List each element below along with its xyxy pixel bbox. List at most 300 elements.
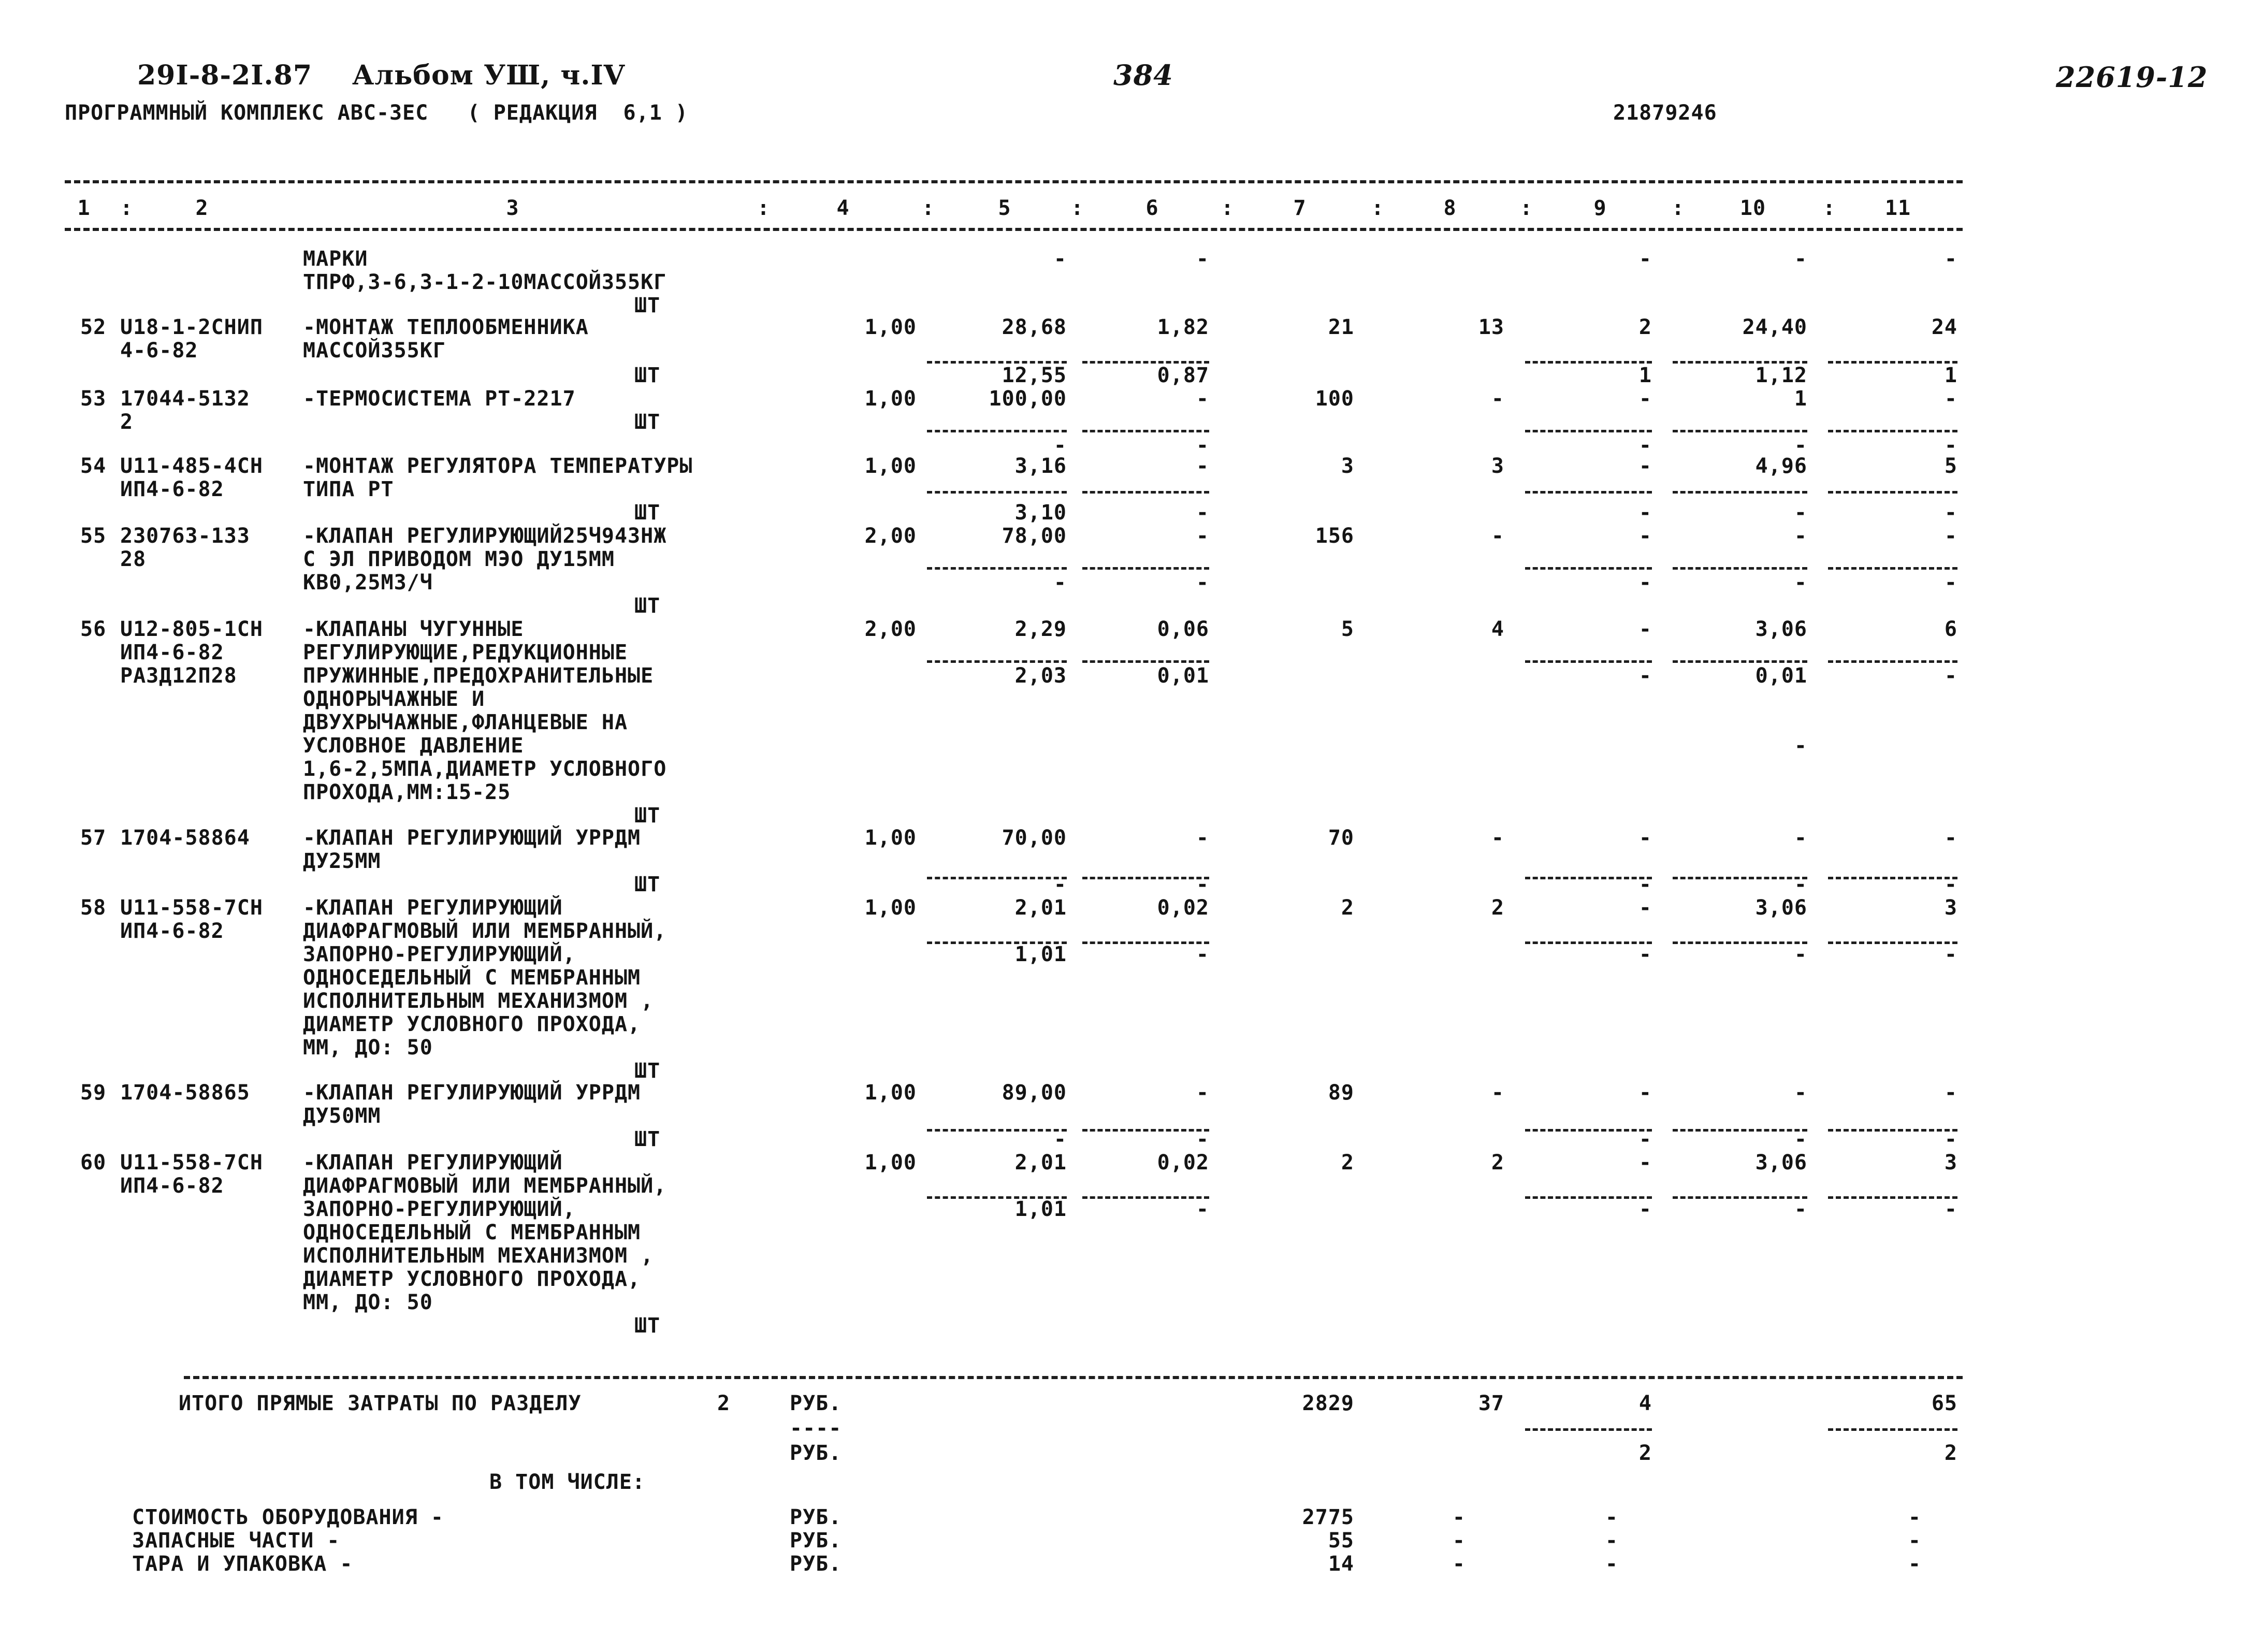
labor-unit: 3,06 [1755, 896, 1807, 920]
labor-total: - [1944, 524, 1957, 548]
labor-unit: 1 [1794, 387, 1807, 411]
labor-unit: 0,01 [1755, 664, 1807, 688]
machines-total: - [1638, 1151, 1652, 1175]
row-number: 58 [80, 896, 107, 920]
row-separator [1673, 1129, 1807, 1132]
machines-total: - [1638, 896, 1652, 920]
row-separator [927, 1196, 1067, 1199]
totals-label: ИТОГО ПРЯМЫЕ ЗАТРАТЫ ПО РАЗДЕЛУ [179, 1392, 582, 1415]
work-description: ДИАФРАГМОВЫЙ ИЛИ МЕМБРАННЫЙ, [303, 1174, 667, 1198]
work-description: -КЛАПАН РЕГУЛИРУЮЩИЙ [303, 896, 563, 920]
rate-code: ИП4-6-82 [120, 1174, 224, 1198]
col-separator: : [1520, 196, 1533, 220]
rate-code: U12-805-1СН [120, 617, 263, 641]
total-cost: 5 [1341, 617, 1354, 641]
unit-cost: 2,03 [1014, 664, 1067, 688]
totals-col11-top: 65 [1931, 1392, 1957, 1415]
total-cost: 70 [1328, 826, 1354, 850]
col-number-2: 2 [195, 196, 209, 220]
machines-total: - [1638, 617, 1652, 641]
doc-reference: 29I-8-2I.87 [137, 60, 313, 91]
row-separator [1082, 941, 1209, 944]
work-description: -МОНТАЖ РЕГУЛЯТОРА ТЕМПЕРАТУРЫ [303, 454, 693, 478]
unit-of-measure: ШТ [634, 1127, 661, 1151]
col-number-1: 1 [77, 196, 91, 220]
row-number: 53 [80, 387, 107, 411]
unit-cost: 3,10 [1014, 501, 1067, 525]
unit-cost-machines: - [1196, 1127, 1209, 1151]
header-rule-top [65, 180, 1963, 183]
unit-of-measure: ШТ [634, 873, 661, 896]
breakdown-col9: - [1605, 1552, 1618, 1576]
row-separator [1673, 941, 1807, 944]
work-description: -КЛАПАН РЕГУЛИРУЮЩИЙ25Ч943НЖ [303, 524, 667, 548]
work-description: ИСПОЛНИТЕЛЬНЫМ МЕХАНИЗМОМ , [303, 1244, 654, 1268]
work-description: ДУ50ММ [303, 1104, 381, 1128]
row-separator [1525, 877, 1652, 879]
totals-sep-9 [1525, 1428, 1652, 1431]
row-separator [1673, 430, 1807, 432]
labor-unit: - [1794, 734, 1807, 758]
work-description: ОДНОСЕДЕЛЬНЫЙ С МЕМБРАННЫМ [303, 966, 641, 990]
breakdown-col11: - [1908, 1505, 1921, 1529]
labor-total: - [1944, 826, 1957, 850]
labor-total: - [1944, 433, 1957, 457]
labor-total: - [1944, 571, 1957, 595]
row-separator [1525, 660, 1652, 663]
row-separator [1525, 567, 1652, 570]
totals-col9-top: 4 [1638, 1392, 1652, 1415]
wages-total: - [1491, 387, 1504, 411]
unit-cost-machines: - [1196, 1197, 1209, 1221]
row-separator [1525, 1196, 1652, 1199]
unit-cost: 89,00 [1002, 1081, 1067, 1105]
work-description: ИСПОЛНИТЕЛЬНЫМ МЕХАНИЗМОМ , [303, 989, 654, 1013]
row-separator [1673, 361, 1807, 364]
unit-cost: - [1053, 571, 1067, 595]
row-separator [1828, 491, 1957, 494]
breakdown-col8: - [1452, 1529, 1466, 1553]
labor-total: 1 [1944, 364, 1957, 387]
rate-code: 2 [120, 410, 134, 434]
row-separator [927, 877, 1067, 879]
quantity: 1,00 [864, 1081, 917, 1105]
header-rule-bottom [65, 228, 1963, 231]
quantity: 2,00 [864, 524, 917, 548]
unit-cost: - [1053, 247, 1067, 271]
total-cost: 21 [1328, 315, 1354, 339]
row-separator [1525, 941, 1652, 944]
breakdown-col9: - [1605, 1505, 1618, 1529]
labor-unit: - [1794, 873, 1807, 896]
wages-total: 2 [1491, 1151, 1504, 1175]
unit-of-measure: ШТ [634, 804, 661, 828]
rate-code: ИП4-6-82 [120, 919, 224, 943]
labor-unit: 1,12 [1755, 364, 1807, 387]
quantity: 1,00 [864, 315, 917, 339]
labor-total: - [1944, 387, 1957, 411]
row-number: 59 [80, 1081, 107, 1105]
work-description: ЗАПОРНО-РЕГУЛИРУЮЩИЙ, [303, 943, 576, 966]
unit-cost: 28,68 [1002, 315, 1067, 339]
machines-total: - [1638, 664, 1652, 688]
total-cost: 3 [1341, 454, 1354, 478]
row-separator [1673, 567, 1807, 570]
totals-sep-11 [1828, 1428, 1957, 1431]
machines-total: - [1638, 524, 1652, 548]
unit-cost-machines: - [1196, 524, 1209, 548]
row-separator [927, 567, 1067, 570]
row-separator [1673, 1196, 1807, 1199]
unit-cost-machines: 0,87 [1157, 364, 1209, 387]
rate-code: U11-558-7СН [120, 896, 263, 920]
document-corner-code: 22619-12 [2056, 61, 2208, 94]
labor-unit: 3,06 [1755, 1151, 1807, 1175]
row-separator [1673, 660, 1807, 663]
unit-cost-machines: - [1196, 433, 1209, 457]
document-number: 21879246 [1613, 101, 1717, 125]
quantity: 1,00 [864, 454, 917, 478]
row-separator [927, 491, 1067, 494]
col-number-7: 7 [1293, 196, 1307, 220]
work-description: ДВУХРЫЧАЖНЫЕ,ФЛАНЦЕВЫЕ НА [303, 711, 628, 734]
labor-unit: 4,96 [1755, 454, 1807, 478]
unit-of-measure: ШТ [634, 594, 661, 618]
work-description: ДИАМЕТР УСЛОВНОГО ПРОХОДА, [303, 1267, 641, 1291]
machines-total: - [1638, 1081, 1652, 1105]
unit-cost-machines: - [1196, 873, 1209, 896]
row-separator [1082, 1196, 1209, 1199]
breakdown-col11: - [1908, 1552, 1921, 1576]
row-number: 56 [80, 617, 107, 641]
totals-col8: 37 [1478, 1392, 1504, 1415]
breakdown-col9: - [1605, 1529, 1618, 1553]
unit-cost: - [1053, 433, 1067, 457]
unit-cost: 78,00 [1002, 524, 1067, 548]
totals-col9-bottom: 2 [1638, 1441, 1652, 1465]
labor-unit: - [1794, 501, 1807, 525]
work-description: ТИПА РТ [303, 477, 394, 501]
rate-code: 230763-133 [120, 524, 250, 548]
rate-code: РАЗД12П28 [120, 664, 237, 688]
unit-cost-machines: 1,82 [1157, 315, 1209, 339]
unit-cost-machines: - [1196, 571, 1209, 595]
wages-total: 3 [1491, 454, 1504, 478]
row-separator [927, 361, 1067, 364]
breakdown-label: ТАРА И УПАКОВКА - [132, 1552, 353, 1576]
unit-cost: 2,01 [1014, 1151, 1067, 1175]
work-description: -ТЕРМОСИСТЕМА РТ-2217 [303, 387, 576, 411]
row-number: 55 [80, 524, 107, 548]
labor-total: - [1944, 1127, 1957, 1151]
rate-code: U18-1-2СНИП [120, 315, 263, 339]
unit-of-measure: ШТ [634, 501, 661, 525]
totals-rule [184, 1376, 1963, 1379]
totals-col7: 2829 [1302, 1392, 1354, 1415]
quantity: 2,00 [864, 617, 917, 641]
work-description: 1,6-2,5МПА,ДИАМЕТР УСЛОВНОГО [303, 757, 667, 781]
totals-col11-bottom: 2 [1944, 1441, 1957, 1465]
labor-total: 3 [1944, 1151, 1957, 1175]
machines-total: - [1638, 454, 1652, 478]
labor-total: 3 [1944, 896, 1957, 920]
row-separator [1082, 491, 1209, 494]
labor-unit: - [1794, 1081, 1807, 1105]
machines-total: - [1638, 943, 1652, 966]
unit-cost-machines: - [1196, 247, 1209, 271]
labor-unit: - [1794, 826, 1807, 850]
col-separator: : [1371, 196, 1385, 220]
labor-unit: - [1794, 247, 1807, 271]
work-description: -КЛАПАН РЕГУЛИРУЮЩИЙ [303, 1151, 563, 1175]
unit-cost-machines: - [1196, 501, 1209, 525]
breakdown-col11: - [1908, 1529, 1921, 1553]
rate-code: 28 [120, 547, 147, 571]
unit-cost-machines: 0,06 [1157, 617, 1209, 641]
row-separator [1082, 361, 1209, 364]
work-description: С ЭЛ ПРИВОДОМ МЭО ДУ15ММ [303, 547, 615, 571]
unit-cost-machines: - [1196, 943, 1209, 966]
breakdown-col7: 2775 [1302, 1505, 1354, 1529]
work-description: -КЛАПАН РЕГУЛИРУЮЩИЙ УРРДМ [303, 826, 641, 850]
row-separator [927, 1129, 1067, 1132]
row-separator [1828, 877, 1957, 879]
col-separator: : [922, 196, 935, 220]
breakdown-col8: - [1452, 1552, 1466, 1576]
unit-cost: 12,55 [1002, 364, 1067, 387]
machines-total: - [1638, 873, 1652, 896]
labor-unit: - [1794, 943, 1807, 966]
labor-total: - [1944, 1081, 1957, 1105]
unit-cost: 1,01 [1014, 943, 1067, 966]
wages-total: 13 [1478, 315, 1504, 339]
unit-cost: 100,00 [989, 387, 1067, 411]
labor-total: - [1944, 501, 1957, 525]
breakdown-currency: РУБ. [790, 1529, 842, 1553]
row-separator [1082, 567, 1209, 570]
col-number-6: 6 [1145, 196, 1159, 220]
col-separator: : [1071, 196, 1084, 220]
breakdown-currency: РУБ. [790, 1552, 842, 1576]
row-separator [1082, 1129, 1209, 1132]
labor-unit: - [1794, 1127, 1807, 1151]
unit-cost: 70,00 [1002, 826, 1067, 850]
col-number-3: 3 [506, 196, 519, 220]
work-description: ОДНОРЫЧАЖНЫЕ И [303, 687, 485, 711]
row-separator [1082, 877, 1209, 879]
work-description: МАРКИ [303, 247, 368, 271]
unit-cost: - [1053, 873, 1067, 896]
labor-total: - [1944, 664, 1957, 688]
total-cost: 100 [1315, 387, 1354, 411]
rate-code: U11-558-7СН [120, 1151, 263, 1175]
row-separator [1828, 1196, 1957, 1199]
row-separator [927, 941, 1067, 944]
row-separator [1525, 361, 1652, 364]
rate-code: ИП4-6-82 [120, 477, 224, 501]
col-number-5: 5 [998, 196, 1011, 220]
breakdown-currency: РУБ. [790, 1505, 842, 1529]
machines-total: - [1638, 433, 1652, 457]
machines-total: - [1638, 501, 1652, 525]
unit-of-measure: ШТ [634, 1059, 661, 1083]
labor-unit: - [1794, 571, 1807, 595]
labor-unit: 24,40 [1742, 315, 1807, 339]
row-separator [1525, 491, 1652, 494]
row-separator [1828, 941, 1957, 944]
total-cost: 156 [1315, 524, 1354, 548]
work-description: УСЛОВНОЕ ДАВЛЕНИЕ [303, 734, 524, 758]
labor-total: 5 [1944, 454, 1957, 478]
row-number: 54 [80, 454, 107, 478]
breakdown-col8: - [1452, 1505, 1466, 1529]
wages-total: - [1491, 826, 1504, 850]
col-number-10: 10 [1739, 196, 1766, 220]
labor-total: - [1944, 247, 1957, 271]
work-description: ТПРФ,3-6,3-1-2-10МАССОЙ355КГ [303, 270, 667, 294]
work-description: ОДНОСЕДЕЛЬНЫЙ С МЕМБРАННЫМ [303, 1221, 641, 1244]
rate-code: ИП4-6-82 [120, 641, 224, 664]
rate-code: 1704-58864 [120, 826, 250, 850]
row-number: 57 [80, 826, 107, 850]
quantity: 1,00 [864, 896, 917, 920]
row-separator [927, 430, 1067, 432]
labor-unit: 3,06 [1755, 617, 1807, 641]
work-description: -МОНТАЖ ТЕПЛООБМЕННИКА [303, 315, 589, 339]
row-separator [1828, 660, 1957, 663]
unit-cost-machines: 0,01 [1157, 664, 1209, 688]
rate-code: 17044-5132 [120, 387, 250, 411]
machines-total: - [1638, 826, 1652, 850]
row-separator [1828, 1129, 1957, 1132]
totals-section-number: 2 [717, 1392, 731, 1415]
col-number-8: 8 [1443, 196, 1457, 220]
quantity: 1,00 [864, 387, 917, 411]
total-cost: 2 [1341, 896, 1354, 920]
breakdown-label: ЗАПАСНЫЕ ЧАСТИ - [132, 1529, 340, 1553]
breakdown-col7: 55 [1328, 1529, 1354, 1553]
machines-total: 1 [1638, 364, 1652, 387]
col-separator: : [757, 196, 771, 220]
wages-total: 2 [1491, 896, 1504, 920]
unit-cost: 2,01 [1014, 896, 1067, 920]
row-separator [927, 660, 1067, 663]
unit-cost: 3,16 [1014, 454, 1067, 478]
rate-code: 4-6-82 [120, 339, 198, 363]
unit-of-measure: ШТ [634, 410, 661, 434]
machines-total: - [1638, 1197, 1652, 1221]
quantity: 1,00 [864, 1151, 917, 1175]
unit-cost-machines: - [1196, 387, 1209, 411]
machines-total: 2 [1638, 315, 1652, 339]
col-number-9: 9 [1593, 196, 1607, 220]
unit-cost-machines: 0,02 [1157, 1151, 1209, 1175]
col-separator: : [1823, 196, 1836, 220]
row-separator [1828, 361, 1957, 364]
labor-total: - [1944, 943, 1957, 966]
col-separator: : [1221, 196, 1235, 220]
labor-total: - [1944, 1197, 1957, 1221]
work-description: ДИАФРАГМОВЫЙ ИЛИ МЕМБРАННЫЙ, [303, 919, 667, 943]
rate-code: 1704-58865 [120, 1081, 250, 1105]
labor-unit: - [1794, 524, 1807, 548]
quantity: 1,00 [864, 826, 917, 850]
row-separator [1673, 877, 1807, 879]
row-separator [1525, 430, 1652, 432]
unit-cost-machines: - [1196, 826, 1209, 850]
work-description: ММ, ДО: 50 [303, 1036, 433, 1060]
unit-cost: - [1053, 1127, 1067, 1151]
unit-cost-machines: - [1196, 1081, 1209, 1105]
page-number: 384 [1113, 59, 1173, 92]
unit-cost-machines: 0,02 [1157, 896, 1209, 920]
wages-total: - [1491, 524, 1504, 548]
work-description: ПРОХОДА,ММ:15-25 [303, 780, 511, 804]
work-description: ПРУЖИННЫЕ,ПРЕДОХРАНИТЕЛЬНЫЕ [303, 664, 654, 688]
total-cost: 89 [1328, 1081, 1354, 1105]
album-title: Альбом УШ, ч.IV [352, 60, 626, 91]
work-description: ММ, ДО: 50 [303, 1291, 433, 1314]
labor-total: 6 [1944, 617, 1957, 641]
unit-cost: 2,29 [1014, 617, 1067, 641]
col-separator: : [1672, 196, 1685, 220]
row-number: 52 [80, 315, 107, 339]
unit-of-measure: ШТ [634, 1314, 661, 1338]
work-description: РЕГУЛИРУЮЩИЕ,РЕДУКЦИОННЫЕ [303, 641, 628, 664]
totals-currency-1: РУБ. [790, 1392, 842, 1415]
work-description: МАССОЙ355КГ [303, 339, 446, 363]
unit-of-measure: ШТ [634, 294, 661, 317]
unit-of-measure: ШТ [634, 364, 661, 387]
work-description: -КЛАПАН РЕГУЛИРУЮЩИЙ УРРДМ [303, 1081, 641, 1105]
totals-dash: ---- [790, 1416, 842, 1440]
wages-total: 4 [1491, 617, 1504, 641]
labor-total: 24 [1931, 315, 1957, 339]
work-description: ДУ25ММ [303, 849, 381, 873]
machines-total: - [1638, 571, 1652, 595]
totals-currency-2: РУБ. [790, 1441, 842, 1465]
unit-cost: 1,01 [1014, 1197, 1067, 1221]
machines-total: - [1638, 247, 1652, 271]
row-separator [1828, 567, 1957, 570]
unit-cost-machines: - [1196, 454, 1209, 478]
work-description: КВ0,25М3/Ч [303, 571, 433, 595]
machines-total: - [1638, 1127, 1652, 1151]
rate-code: U11-485-4СН [120, 454, 263, 478]
work-description: ДИАМЕТР УСЛОВНОГО ПРОХОДА, [303, 1012, 641, 1036]
program-caption: ПРОГРАММНЫЙ КОМПЛЕКС АВС-3ЕС ( РЕДАКЦИЯ 6,1 ) [65, 101, 688, 125]
col-separator: : [120, 196, 134, 220]
machines-total: - [1638, 387, 1652, 411]
breakdown-label: СТОИМОСТЬ ОБОРУДОВАНИЯ - [132, 1505, 444, 1529]
labor-total: - [1944, 873, 1957, 896]
row-separator [1082, 660, 1209, 663]
including-heading: В ТОМ ЧИСЛЕ: [489, 1470, 645, 1494]
row-separator [1082, 430, 1209, 432]
total-cost: 2 [1341, 1151, 1354, 1175]
wages-total: - [1491, 1081, 1504, 1105]
row-separator [1828, 430, 1957, 432]
row-separator [1525, 1129, 1652, 1132]
work-description: -КЛАПАНЫ ЧУГУННЫЕ [303, 617, 524, 641]
col-number-4: 4 [836, 196, 850, 220]
labor-unit: - [1794, 1197, 1807, 1221]
col-number-11: 11 [1884, 196, 1911, 220]
work-description: ЗАПОРНО-РЕГУЛИРУЮЩИЙ, [303, 1197, 576, 1221]
breakdown-col7: 14 [1328, 1552, 1354, 1576]
row-separator [1673, 491, 1807, 494]
row-number: 60 [80, 1151, 107, 1175]
